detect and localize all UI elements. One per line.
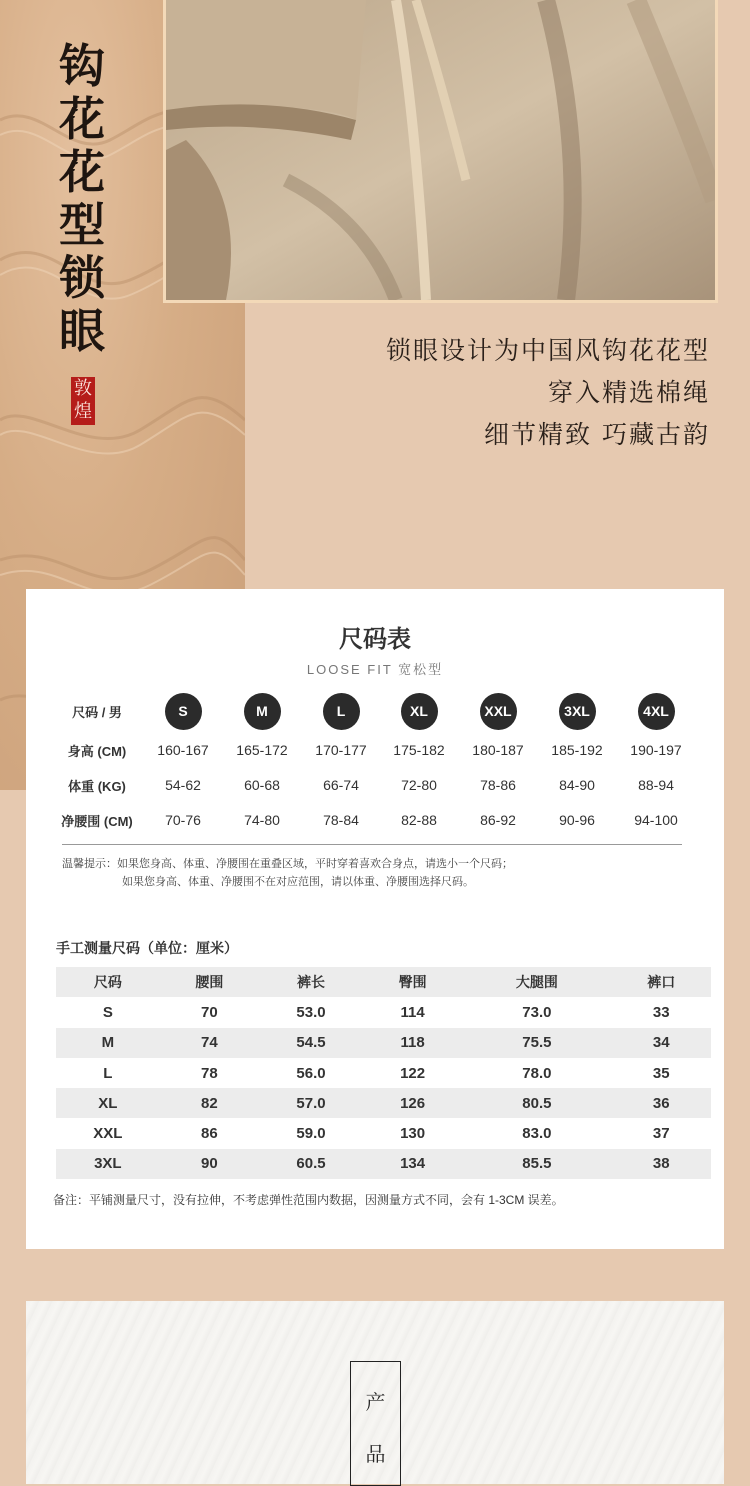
table-row bbox=[56, 1149, 711, 1179]
table-cell: 86 bbox=[201, 1125, 218, 1143]
size-badge: XL bbox=[401, 693, 438, 730]
size-chart-title: 尺码表 bbox=[339, 626, 411, 653]
table-cell: 3XL bbox=[56, 1149, 160, 1179]
table-cell: S bbox=[102, 1003, 113, 1021]
table-row bbox=[56, 1058, 711, 1088]
table-row bbox=[56, 1028, 711, 1058]
seal-char: 煌 bbox=[74, 401, 92, 422]
cell-value: 88-94 bbox=[638, 777, 674, 793]
title-char: 花 bbox=[59, 92, 105, 146]
waist-row bbox=[26, 802, 724, 838]
fabric-closeup-image bbox=[166, 0, 715, 300]
table-cell: 59.0 bbox=[296, 1125, 326, 1143]
row-label: 身高 (CM) bbox=[67, 743, 127, 759]
cell-value: 78-84 bbox=[323, 812, 359, 828]
table-cell: 122 bbox=[400, 1064, 426, 1082]
cell-value: 54-62 bbox=[165, 777, 201, 793]
row-label: 净腰围 (CM) bbox=[61, 813, 133, 829]
table-cell: 118 bbox=[363, 1028, 462, 1058]
cell-value: 185-192 bbox=[551, 742, 603, 758]
table-cell: 83.0 bbox=[522, 1125, 552, 1143]
description-line: 锁眼设计为中国风钩花花型 bbox=[385, 336, 710, 365]
cell-value: 160-167 bbox=[157, 742, 209, 758]
size-badge: S bbox=[165, 693, 202, 730]
table-row bbox=[56, 997, 711, 1027]
title-char: 型 bbox=[59, 198, 105, 252]
table-header-row bbox=[56, 967, 711, 997]
column-header: 臀围 bbox=[363, 967, 462, 997]
tip-line: 温馨提示：如果您身高、体重、净腰围在重叠区域，平时穿着喜欢合身点，请选小一个尺码； bbox=[62, 858, 513, 870]
measurement-table bbox=[56, 967, 711, 1179]
table-cell: 36 bbox=[612, 1088, 712, 1118]
table-cell: 34 bbox=[612, 1028, 712, 1058]
size-badge: L bbox=[323, 693, 360, 730]
size-badge: M bbox=[244, 693, 281, 730]
table-cell: XL bbox=[56, 1088, 160, 1118]
size-badge: 4XL bbox=[638, 693, 675, 730]
table-cell: 80.5 bbox=[462, 1088, 611, 1118]
table-cell: 33 bbox=[652, 1003, 670, 1021]
table-cell: 57.0 bbox=[259, 1088, 363, 1118]
height-row bbox=[26, 732, 724, 768]
cell-value: 74-80 bbox=[244, 812, 280, 828]
table-cell: 82 bbox=[160, 1088, 259, 1118]
title-char: 锁 bbox=[59, 251, 105, 305]
cell-value: 72-80 bbox=[401, 777, 437, 793]
title-char: 钩 bbox=[59, 39, 105, 93]
table-cell: 75.5 bbox=[462, 1028, 611, 1058]
table-row bbox=[56, 1118, 711, 1148]
table-cell: 70 bbox=[201, 1003, 218, 1021]
cell-value: 86-92 bbox=[480, 812, 516, 828]
size-row-label: 尺码 / 男 bbox=[72, 704, 122, 720]
table-cell: 74 bbox=[160, 1028, 259, 1058]
table-cell: 35 bbox=[652, 1064, 670, 1082]
table-cell: 114 bbox=[400, 1003, 425, 1021]
table-cell: 134 bbox=[363, 1149, 462, 1179]
divider bbox=[62, 844, 682, 845]
table-cell: 60.5 bbox=[259, 1149, 363, 1179]
column-header: 裤口 bbox=[612, 967, 712, 997]
table-cell: 85.5 bbox=[462, 1149, 611, 1179]
table-cell: 126 bbox=[363, 1088, 462, 1118]
table-cell: XXL bbox=[93, 1125, 123, 1143]
product-info-card bbox=[26, 1301, 724, 1484]
column-header: 裤长 bbox=[259, 967, 363, 997]
table-cell: 73.0 bbox=[522, 1003, 552, 1021]
table-cell: 37 bbox=[652, 1125, 670, 1143]
table-cell: M bbox=[56, 1028, 160, 1058]
cell-value: 70-76 bbox=[165, 812, 201, 828]
measurement-note: 备注：平铺测量尺寸，没有拉伸，不考虑弹性范围内数据，因测量方式不同，会有 1-3CM 误差。 bbox=[53, 1193, 564, 1207]
tip-line: 如果您身高、体重、净腰围不在对应范围，请以体重、净腰围选择尺码。 bbox=[122, 876, 474, 888]
measurement-title: 手工测量尺码（单位：厘米） bbox=[56, 940, 238, 956]
table-cell: 56.0 bbox=[296, 1064, 326, 1082]
size-badge: 3XL bbox=[559, 693, 596, 730]
size-badge-row bbox=[26, 693, 724, 729]
cell-value: 82-88 bbox=[401, 812, 437, 828]
cell-value: 60-68 bbox=[244, 777, 280, 793]
cell-value: 190-197 bbox=[630, 742, 682, 758]
table-cell: 78 bbox=[201, 1064, 218, 1082]
size-chart-card bbox=[26, 589, 724, 1249]
cell-value: 180-187 bbox=[472, 742, 524, 758]
description-line: 细节精致 巧藏古韵 bbox=[484, 420, 710, 449]
table-cell: L bbox=[103, 1064, 113, 1082]
column-header: 大腿围 bbox=[462, 967, 611, 997]
table-cell: 54.5 bbox=[259, 1028, 363, 1058]
size-tips bbox=[62, 855, 513, 891]
table-row bbox=[56, 1088, 711, 1118]
vertical-title bbox=[52, 40, 112, 358]
description-line: 穿入精选棉绳 bbox=[547, 378, 710, 407]
cell-value: 84-90 bbox=[559, 777, 595, 793]
column-header: 腰围 bbox=[160, 967, 259, 997]
title-char: 花 bbox=[59, 145, 105, 199]
size-chart-subtitle: LOOSE FIT 宽松型 bbox=[306, 662, 444, 677]
table-cell: 130 bbox=[400, 1125, 426, 1143]
column-header: 尺码 bbox=[56, 967, 160, 997]
product-label-char: 产 bbox=[365, 1390, 386, 1414]
product-label-box bbox=[350, 1361, 401, 1486]
cell-value: 90-96 bbox=[559, 812, 595, 828]
row-label: 体重 (KG) bbox=[68, 778, 126, 794]
cell-value: 170-177 bbox=[315, 742, 367, 758]
table-cell: 90 bbox=[160, 1149, 259, 1179]
size-badge: XXL bbox=[480, 693, 517, 730]
red-seal-stamp bbox=[71, 377, 95, 425]
weight-row bbox=[26, 767, 724, 803]
feature-description bbox=[386, 330, 710, 456]
product-photo bbox=[163, 0, 718, 303]
table-cell: 78.0 bbox=[522, 1064, 552, 1082]
table-cell: 38 bbox=[612, 1149, 712, 1179]
cell-value: 78-86 bbox=[480, 777, 516, 793]
product-label-char: 品 bbox=[365, 1442, 386, 1466]
cell-value: 66-74 bbox=[323, 777, 359, 793]
table-cell: 53.0 bbox=[296, 1003, 326, 1021]
cell-value: 175-182 bbox=[393, 742, 445, 758]
seal-char: 敦 bbox=[74, 378, 92, 399]
title-char: 眼 bbox=[59, 304, 105, 358]
cell-value: 94-100 bbox=[634, 812, 678, 828]
cell-value: 165-172 bbox=[236, 742, 288, 758]
